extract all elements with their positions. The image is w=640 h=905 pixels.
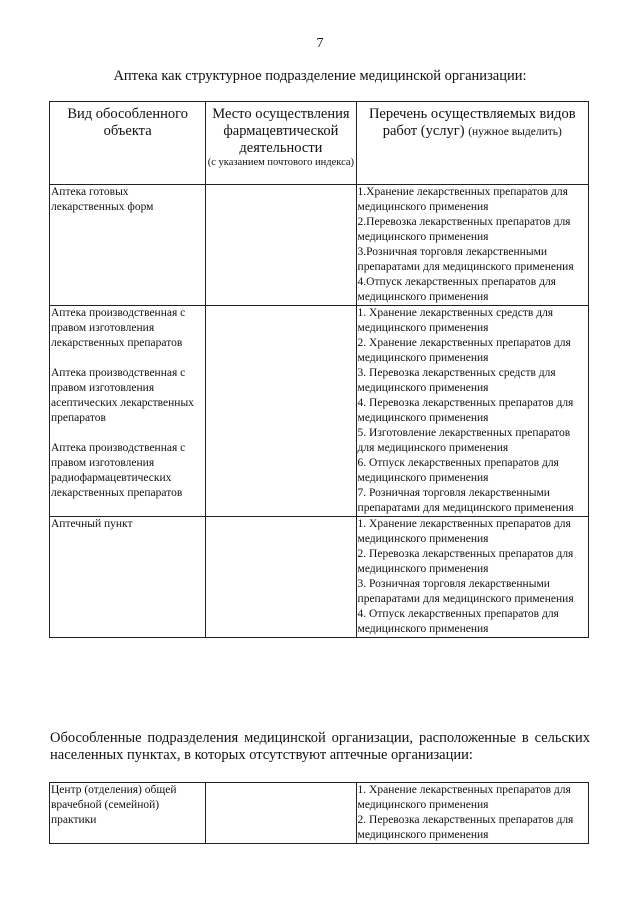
service-item: 2. Перевозка лекарственных препаратов для медицинского применения [357, 548, 574, 575]
pharmacy-table [49, 101, 589, 638]
header-activity-place-note: (с указанием почтового индекса) [207, 157, 355, 168]
service-item: 1. Хранение лекарственных препаратов для медицинского применения [357, 784, 571, 811]
service-item: 2. Перевозка лекарственных препаратов для медицинского применения [357, 814, 574, 841]
object-type-text: Аптека производственная с правом изготовления радиофармацевтических лекарственных препаратов [51, 442, 186, 499]
header-services-note: (нужное выделить) [468, 126, 562, 138]
header-object-type-label: Вид обособленного объекта [67, 106, 188, 139]
rural-table [49, 782, 589, 844]
services-cell [356, 306, 588, 517]
object-type-cell [50, 306, 206, 517]
table-row [50, 306, 589, 517]
object-type-text: Аптечный пункт [51, 518, 133, 530]
header-services-label: Перечень осуществляемых видов работ (услуг) [368, 106, 576, 139]
service-item: 7. Розничная торговля лекарственными препаратами для медицинского применения [357, 487, 574, 514]
object-type-text: Аптека готовых лекарственных форм [51, 186, 154, 213]
service-item: 2. Хранение лекарственных препаратов для медицинского применения [357, 337, 571, 364]
service-item: 3. Розничная торговля лекарственными препаратами для медицинского применения [357, 578, 574, 605]
table-row [50, 185, 589, 306]
header-activity-place-label: Место осуществления фармацевтической деятельности [212, 106, 350, 156]
services-cell [356, 185, 588, 306]
service-item: 4. Перевозка лекарственных препаратов для медицинского применения [357, 397, 574, 424]
object-type-cell [50, 185, 206, 306]
object-type-text: Аптека производственная с правом изготовления асептических лекарственных препаратов [51, 367, 194, 424]
header-object-type [50, 102, 206, 185]
header-services [356, 102, 588, 185]
object-type-cell [50, 517, 206, 638]
activity-place-cell [206, 517, 356, 638]
service-item: 3. Перевозка лекарственных средств для медицинского применения [357, 367, 556, 394]
activity-place-cell [206, 783, 356, 844]
service-item: 5. Изготовление лекарственных препаратов для медицинского применения [357, 427, 571, 454]
object-type-cell: Центр (отделения) общей врачебной (семейной) практики [50, 783, 206, 844]
activity-place-cell [206, 306, 356, 517]
service-item: 1.Хранение лекарственных препаратов для медицинского применения [357, 186, 568, 213]
services-cell [356, 783, 588, 844]
table-header-row [50, 102, 589, 185]
service-item: 1. Хранение лекарственных препаратов для медицинского применения [357, 518, 571, 545]
service-item: 3.Розничная торговля лекарственными препаратами для медицинского применения [357, 246, 574, 273]
header-activity-place [206, 102, 356, 185]
rural-paragraph: Обособленные подразделения медицинской организации, расположенные в сельских населенных пунктах, в которых отсутствуют аптечные организации: [50, 730, 590, 763]
service-item: 2.Перевозка лекарственных препаратов для медицинского применения [357, 216, 571, 243]
object-type-text: Аптека производственная с правом изготовления лекарственных препаратов [51, 307, 186, 349]
page-number: 7 [316, 36, 324, 51]
activity-place-cell [206, 185, 356, 306]
section-title: Аптека как структурное подразделение медицинской организации: [113, 68, 527, 84]
table-row [50, 783, 589, 844]
services-cell [356, 517, 588, 638]
service-item: 6. Отпуск лекарственных препаратов для медицинского применения [357, 457, 559, 484]
service-item: 1. Хранение лекарственных средств для медицинского применения [357, 307, 554, 334]
service-item: 4.Отпуск лекарственных препаратов для медицинского применения [357, 276, 556, 303]
table-row [50, 517, 589, 638]
service-item: 4. Отпуск лекарственных препаратов для медицинского применения [357, 608, 559, 635]
